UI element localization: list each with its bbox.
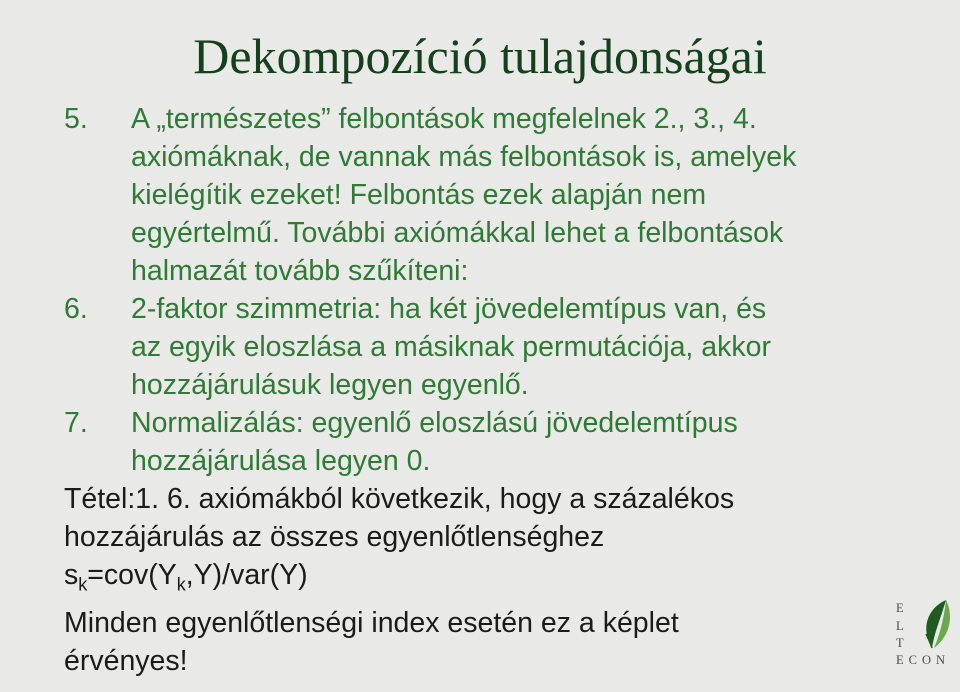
slide-body (64, 100, 924, 680)
elte-econ-logo (892, 598, 958, 674)
item-text-line: egyértelmű. További axiómákkal lehet a felbontások (131, 217, 784, 249)
item-text-line: kielégítik ezeket! Felbontás ezek alapján nem (131, 179, 707, 211)
formula-mid: =cov(Y (87, 559, 177, 591)
item-text-line: A „természetes” felbontások megfelelnek 2., 3., 4. (131, 103, 757, 135)
logo-letters (896, 600, 904, 653)
item-text-line: Normalizálás: egyenlő eloszlású jövedelemtípus (131, 407, 738, 439)
logo-letter: T (896, 636, 905, 650)
slide-title: Dekompozíció tulajdonságai (193, 28, 767, 84)
list-item-5 (64, 100, 924, 290)
theorem-line: hozzájárulás az összes egyenlőtlenséghez (64, 521, 605, 553)
logo-econ: ECON (896, 653, 951, 667)
formula-s: s (64, 559, 79, 591)
list-item-7 (64, 404, 924, 480)
theorem-line: Tétel:1. 6. axiómákból következik, hogy a százalékos (64, 483, 735, 515)
item-text-line: halmazát tovább szűkíteni: (131, 255, 469, 287)
theorem-line: érvényes! (64, 644, 188, 677)
item-number: 6. (64, 293, 88, 325)
item-text-line: hozzájárulása legyen 0. (131, 445, 431, 477)
formula-subscript-k: k (176, 574, 186, 595)
theorem-line: Minden egyenlőtlenségi index esetén ez a képlet (64, 606, 679, 639)
formula-end: ,Y)/var(Y) (185, 559, 308, 591)
item-number: 7. (64, 407, 88, 439)
theorem-formula (64, 556, 924, 604)
item-text-line: az egyik eloszlása a másiknak permutációja, akkor (131, 331, 771, 363)
item-text-line: hozzájárulásuk legyen egyenlő. (131, 369, 529, 401)
formula-subscript-k: k (78, 574, 88, 595)
theorem-block (64, 480, 924, 680)
list-item-6 (64, 290, 924, 404)
logo-letter: E (896, 601, 905, 615)
logo-letter: L (896, 618, 905, 633)
item-text-line: axiómáknak, de vannak más felbontások is, amelyek (131, 141, 797, 173)
leaf-icon (916, 598, 958, 652)
item-number: 5. (64, 103, 88, 135)
item-text-line: 2-faktor szimmetria: ha két jövedelemtípus van, és (131, 293, 767, 325)
